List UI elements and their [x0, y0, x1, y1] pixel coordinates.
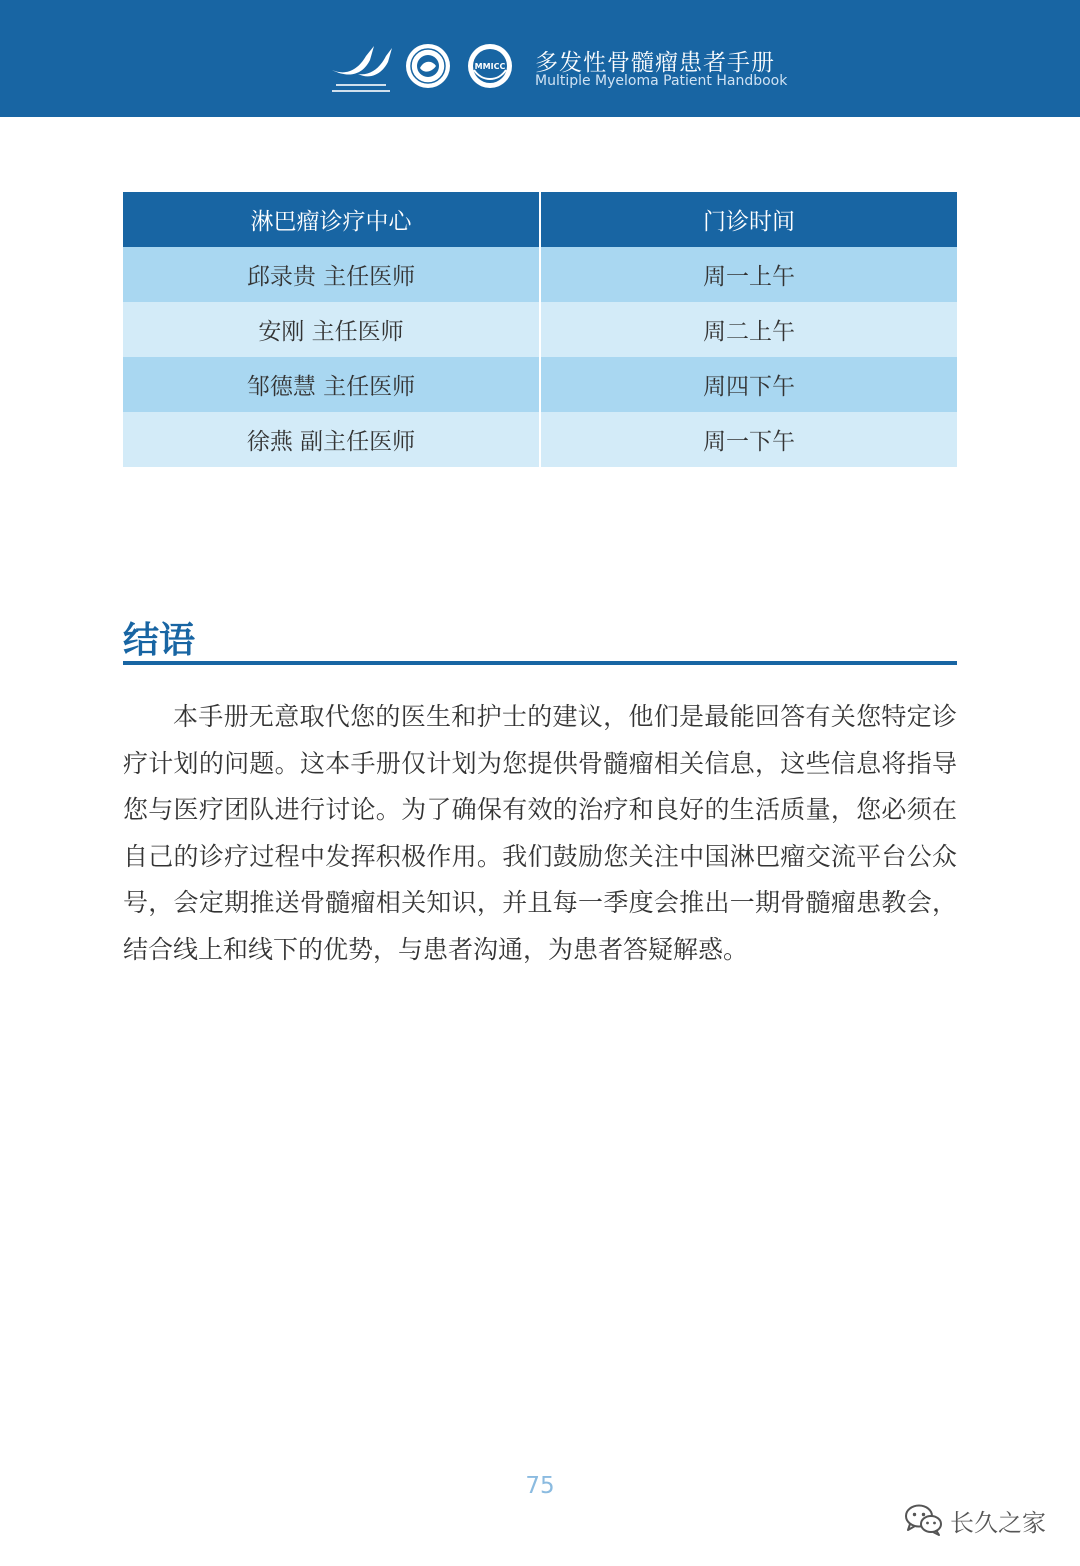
time-cell: 周四下午: [540, 357, 957, 412]
table-row: [123, 357, 957, 412]
table-header-row: [123, 192, 957, 247]
table-row: [123, 247, 957, 302]
society-seal-icon: [404, 42, 452, 90]
wechat-icon: [904, 1503, 944, 1537]
table-row: [123, 302, 957, 357]
table-row: [123, 412, 957, 467]
doctor-cell: 邱录贵 主任医师: [123, 247, 540, 302]
header-center: 淋巴瘤诊疗中心: [123, 192, 540, 247]
handbook-title: 多发性骨髓瘤患者手册: [535, 50, 775, 76]
time-cell: 周二上午: [540, 302, 957, 357]
mmicc-logo-text: MMICC: [474, 62, 506, 71]
wechat-watermark: [904, 1500, 1046, 1540]
doctor-cell: 徐燕 副主任医师: [123, 412, 540, 467]
clinic-schedule-table: [123, 192, 957, 467]
header-time: 门诊时间: [540, 192, 957, 247]
section-divider: [123, 661, 957, 665]
time-cell: 周一下午: [540, 412, 957, 467]
page-number: 75: [525, 1473, 555, 1499]
header-banner: [0, 0, 1080, 117]
doctor-cell: 安刚 主任医师: [123, 302, 540, 357]
conclusion-paragraph: 本手册无意取代您的医生和护士的建议，他们是最能回答有关您特定诊疗计划的问题。这本手册仅计划为您提供骨髓瘤相关信息，这些信息将指导您与医疗团队进行讨论。为了确保有效的治疗和良好的生活质量，您必须在自己的诊疗过程中发挥积极作用。我们鼓励您关注中国淋巴瘤交流平台公众号，会定期推送骨髓瘤相关知识，并且每一季度会推出一期骨髓瘤患教会，结合线上和线下的优势，与患者沟通，为患者答疑解惑。: [123, 702, 957, 964]
time-cell: 周一上午: [540, 247, 957, 302]
mmicc-logo-icon: [466, 42, 514, 90]
handbook-subtitle: Multiple Myeloma Patient Handbook: [535, 73, 788, 89]
watermark-text: 长久之家: [950, 1508, 1046, 1537]
hospital-logo-icon: [328, 40, 394, 96]
section-title: 结语: [123, 619, 196, 661]
doctor-cell: 邹德慧 主任医师: [123, 357, 540, 412]
